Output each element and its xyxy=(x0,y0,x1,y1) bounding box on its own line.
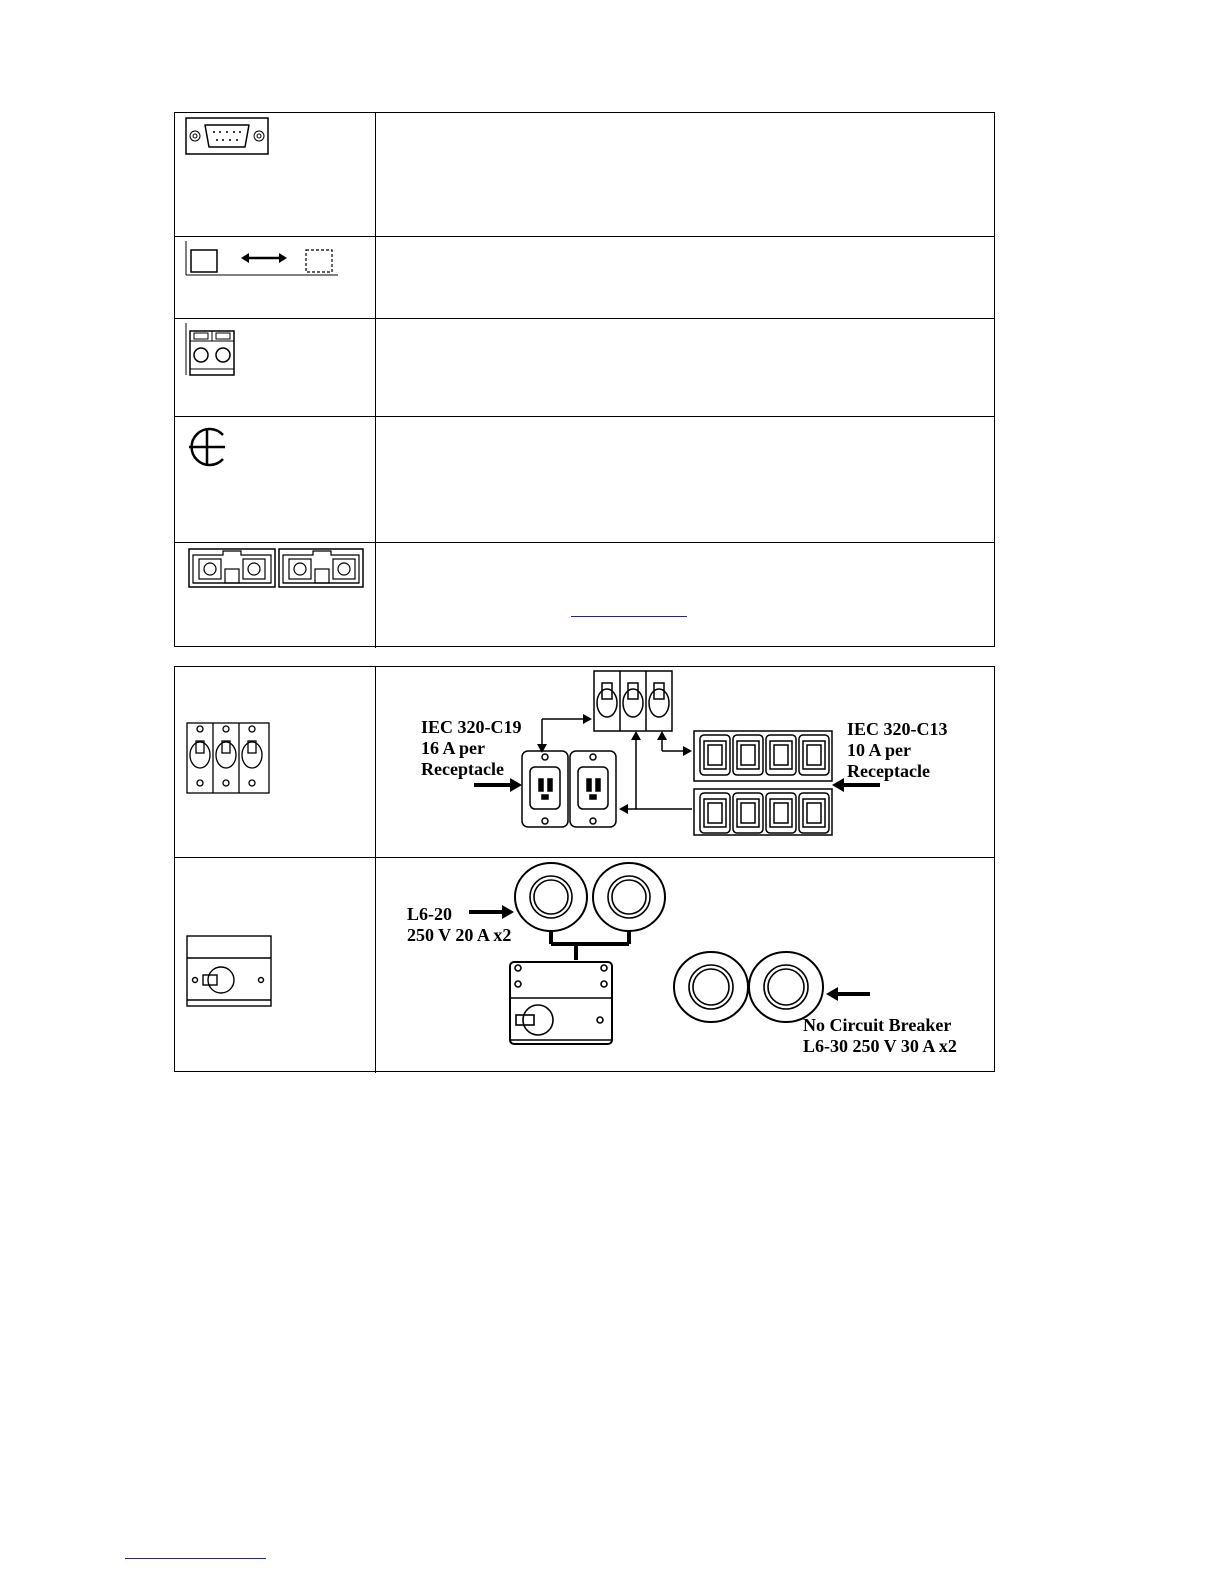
terminal-block-icon xyxy=(185,323,245,383)
row-serial-port-icon-cell xyxy=(175,113,376,236)
communication-bay-icon xyxy=(185,241,345,286)
row-ground-screw-icon-cell xyxy=(175,417,376,542)
l620-label-line1: L6-20 xyxy=(407,904,452,924)
circuit-breaker-icon xyxy=(185,934,275,1009)
row-communication-bay xyxy=(175,237,994,319)
row-battery-connectors-description xyxy=(376,543,994,648)
c13-label-line2: 10 A per xyxy=(847,740,912,760)
connector-table-2 xyxy=(174,666,995,1072)
row-battery-connectors xyxy=(175,543,994,648)
db9-serial-port-icon xyxy=(185,117,275,162)
l630-label-line1: No Circuit Breaker xyxy=(803,1015,952,1035)
battery-connector-icon xyxy=(187,547,367,593)
hyperlink-underline[interactable] xyxy=(571,616,687,617)
row-terminal-block xyxy=(175,319,994,417)
row-l6-outlets-icon-cell xyxy=(175,858,376,1073)
breaker-bank-icon xyxy=(185,721,275,801)
row-ground-screw xyxy=(175,417,994,543)
c19-label-line2: 16 A per xyxy=(421,738,486,758)
row-ground-screw-description xyxy=(376,417,994,542)
row-iec-outlets xyxy=(175,667,994,858)
row-iec-outlets-diagram xyxy=(376,667,994,857)
connector-table-1 xyxy=(174,112,995,647)
l620-label-line2: 250 V 20 A x2 xyxy=(407,925,512,945)
row-iec-outlets-icon-cell xyxy=(175,667,376,857)
row-serial-port-description xyxy=(376,113,994,236)
row-serial-port xyxy=(175,113,994,237)
row-battery-connectors-icon-cell xyxy=(175,543,376,648)
c19-label-line3: Receptacle xyxy=(421,759,504,779)
ground-screw-icon xyxy=(185,423,235,473)
c13-label-line3: Receptacle xyxy=(847,761,930,781)
row-terminal-block-description xyxy=(376,319,994,416)
c19-label-line1: IEC 320-C19 xyxy=(421,717,522,737)
l630-label-line2: L6-30 250 V 30 A x2 xyxy=(803,1036,957,1056)
row-communication-bay-icon-cell xyxy=(175,237,376,318)
row-communication-bay-description xyxy=(376,237,994,318)
c13-label-line1: IEC 320-C13 xyxy=(847,719,948,739)
row-l6-outlets-diagram xyxy=(376,858,994,1073)
row-l6-outlets xyxy=(175,858,994,1073)
row-terminal-block-icon-cell xyxy=(175,319,376,416)
footer-hyperlink-underline[interactable] xyxy=(125,1558,266,1559)
